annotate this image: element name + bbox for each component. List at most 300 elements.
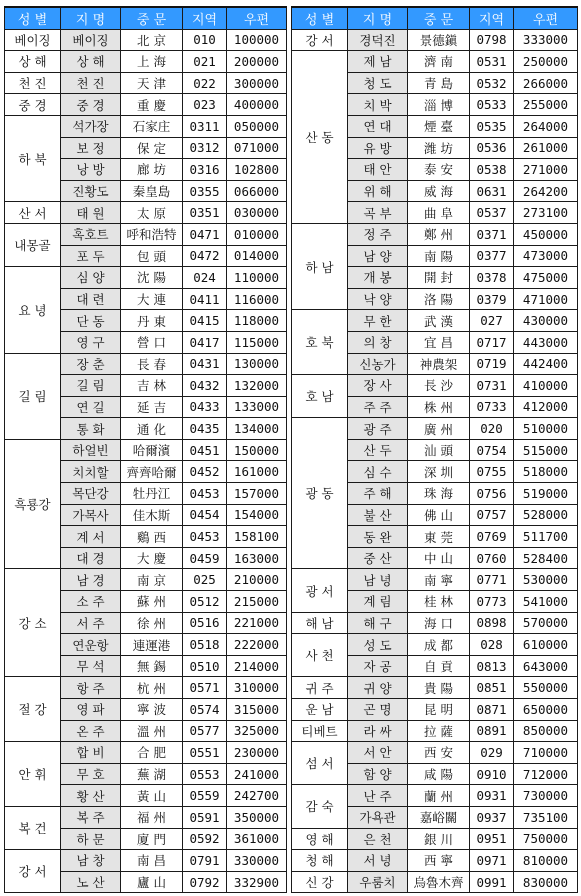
postal-code-cell: 132000	[227, 375, 287, 397]
table-row	[292, 699, 578, 721]
area-code-cell: 0971	[470, 850, 514, 872]
area-code-cell: 0754	[470, 439, 514, 461]
area-code-cell: 0553	[183, 763, 227, 785]
chinese-name-cell: 株 州	[408, 396, 470, 418]
area-code-cell: 0851	[470, 677, 514, 699]
postal-code-cell: 850000	[514, 720, 578, 742]
chinese-name-cell: 咸 陽	[408, 763, 470, 785]
chinese-name-cell: 鄭 州	[408, 223, 470, 245]
postal-code-cell: 157000	[227, 483, 287, 505]
chinese-name-cell: 長 春	[121, 353, 183, 375]
table-row	[292, 29, 578, 51]
postal-code-cell: 250000	[514, 51, 578, 73]
postal-code-cell: 071000	[227, 137, 287, 159]
postal-code-cell: 255000	[514, 94, 578, 116]
area-code-cell: 0451	[183, 439, 227, 461]
place-name-cell: 온 주	[61, 720, 121, 742]
postal-code-cell: 430000	[514, 310, 578, 332]
postal-code-cell: 570000	[514, 612, 578, 634]
place-name-cell: 복 주	[61, 806, 121, 828]
place-name-cell: 신농가	[348, 353, 408, 375]
chinese-name-cell: 武 漢	[408, 310, 470, 332]
place-name-cell: 계 서	[61, 526, 121, 548]
place-name-cell: 가목사	[61, 504, 121, 526]
area-code-cell: 022	[183, 72, 227, 94]
table-row	[5, 439, 287, 461]
table-row	[5, 72, 287, 94]
postal-code-cell: 134000	[227, 418, 287, 440]
place-name-cell: 정 주	[348, 223, 408, 245]
area-code-cell: 021	[183, 51, 227, 73]
area-code-cell: 0471	[183, 223, 227, 245]
chinese-name-cell: 通 化	[121, 418, 183, 440]
place-name-cell: 하 문	[61, 828, 121, 850]
table-row	[292, 742, 578, 764]
province-cell: 청 해	[292, 850, 348, 872]
postal-code-cell: 735100	[514, 806, 578, 828]
chinese-name-cell: 中 山	[408, 547, 470, 569]
header-area-code: 지역	[183, 7, 227, 29]
chinese-name-cell: 牡丹江	[121, 483, 183, 505]
province-cell: 강 서	[292, 29, 348, 51]
chinese-name-cell: 無 錫	[121, 655, 183, 677]
area-code-cell: 0415	[183, 310, 227, 332]
place-name-cell: 청 도	[348, 72, 408, 94]
area-code-cell: 0459	[183, 547, 227, 569]
place-name-cell: 남 양	[348, 245, 408, 267]
area-code-cell: 0453	[183, 483, 227, 505]
postal-code-cell: 115000	[227, 331, 287, 353]
postal-code-cell: 100000	[227, 29, 287, 51]
table-row	[292, 612, 578, 634]
province-cell: 상 해	[5, 51, 61, 73]
table-row	[5, 29, 287, 51]
area-code-cell: 0951	[470, 828, 514, 850]
province-cell: 내몽골	[5, 223, 61, 266]
postal-code-cell: 712000	[514, 763, 578, 785]
table-row	[292, 569, 578, 591]
postal-code-cell: 221000	[227, 612, 287, 634]
place-name-cell: 광 주	[348, 418, 408, 440]
province-cell: 베이징	[5, 29, 61, 51]
province-cell: 사 천	[292, 634, 348, 677]
table-row	[5, 223, 287, 245]
place-name-cell: 진황도	[61, 180, 121, 202]
chinese-name-cell: 煙 臺	[408, 115, 470, 137]
chinese-name-cell: 自 貢	[408, 655, 470, 677]
place-name-cell: 성 도	[348, 634, 408, 656]
table-row	[5, 806, 287, 828]
place-name-cell: 치치할	[61, 461, 121, 483]
chinese-name-cell: 黃 山	[121, 785, 183, 807]
postal-code-cell: 643000	[514, 655, 578, 677]
postal-code-cell: 102800	[227, 159, 287, 181]
place-name-cell: 연 대	[348, 115, 408, 137]
postal-code-cell: 266000	[514, 72, 578, 94]
table-row	[5, 677, 287, 699]
place-name-cell: 연운항	[61, 634, 121, 656]
postal-code-cell: 215000	[227, 591, 287, 613]
place-name-cell: 경덕진	[348, 29, 408, 51]
province-cell: 산 서	[5, 202, 61, 224]
postal-code-cell: 315000	[227, 699, 287, 721]
postal-code-cell: 163000	[227, 547, 287, 569]
place-name-cell: 산 두	[348, 439, 408, 461]
place-name-cell: 자 공	[348, 655, 408, 677]
chinese-name-cell: 景德鎭	[408, 29, 470, 51]
area-code-cell: 0371	[470, 223, 514, 245]
province-cell: 절 강	[5, 677, 61, 742]
chinese-name-cell: 貴 陽	[408, 677, 470, 699]
table-row	[292, 375, 578, 397]
chinese-name-cell: 拉 薩	[408, 720, 470, 742]
table-row	[5, 742, 287, 764]
place-name-cell: 함 양	[348, 763, 408, 785]
table-row	[5, 267, 287, 289]
chinese-name-cell: 連運港	[121, 634, 183, 656]
area-code-cell: 028	[470, 634, 514, 656]
area-code-cell: 0631	[470, 180, 514, 202]
place-name-cell: 베이징	[61, 29, 121, 51]
table-body-left	[5, 29, 287, 893]
area-code-cell: 0351	[183, 202, 227, 224]
place-name-cell: 영 구	[61, 331, 121, 353]
postal-code-cell: 210000	[227, 569, 287, 591]
chinese-name-cell: 開 封	[408, 267, 470, 289]
header-area-code: 지역	[470, 7, 514, 29]
area-code-cell: 0433	[183, 396, 227, 418]
area-code-cell: 0551	[183, 742, 227, 764]
area-code-cell: 0757	[470, 504, 514, 526]
province-cell: 영 해	[292, 828, 348, 850]
header-chinese: 중 문	[121, 7, 183, 29]
place-name-cell: 곡 부	[348, 202, 408, 224]
table-row	[292, 871, 578, 893]
place-name-cell: 불 산	[348, 504, 408, 526]
chinese-name-cell: 沈 陽	[121, 267, 183, 289]
area-code-cell: 0792	[183, 871, 227, 893]
area-code-cell: 0769	[470, 526, 514, 548]
chinese-name-cell: 長 沙	[408, 375, 470, 397]
area-code-cell: 0577	[183, 720, 227, 742]
chinese-name-cell: 石家庄	[121, 115, 183, 137]
postal-code-cell: 242700	[227, 785, 287, 807]
table-row	[292, 850, 578, 872]
province-cell: 천 진	[5, 72, 61, 94]
chinese-name-cell: 北 京	[121, 29, 183, 51]
table-row	[292, 310, 578, 332]
area-code-cell: 0731	[470, 375, 514, 397]
postal-code-cell: 519000	[514, 483, 578, 505]
province-cell: 운 남	[292, 699, 348, 721]
header-chinese: 중 문	[408, 7, 470, 29]
area-code-cell: 0771	[470, 569, 514, 591]
postal-code-cell: 361000	[227, 828, 287, 850]
chinese-name-cell: 大 慶	[121, 547, 183, 569]
postal-code-cell: 710000	[514, 742, 578, 764]
area-code-cell: 0791	[183, 850, 227, 872]
province-cell: 섬 서	[292, 742, 348, 785]
table-row	[5, 51, 287, 73]
postal-code-cell: 161000	[227, 461, 287, 483]
province-cell: 광 동	[292, 418, 348, 569]
chinese-name-cell: 海 口	[408, 612, 470, 634]
area-code-cell: 0435	[183, 418, 227, 440]
postal-code-cell: 473000	[514, 245, 578, 267]
area-code-cell: 025	[183, 569, 227, 591]
area-code-cell: 0756	[470, 483, 514, 505]
place-name-cell: 길 림	[61, 375, 121, 397]
province-cell: 호 남	[292, 375, 348, 418]
chinese-name-cell: 淄 博	[408, 94, 470, 116]
postal-code-cell: 271000	[514, 159, 578, 181]
province-cell: 신 강	[292, 871, 348, 893]
province-cell: 산 동	[292, 51, 348, 224]
area-code-cell: 0432	[183, 375, 227, 397]
chinese-name-cell: 大 連	[121, 288, 183, 310]
postal-code-cell: 230000	[227, 742, 287, 764]
chinese-name-cell: 天 津	[121, 72, 183, 94]
table-row	[292, 720, 578, 742]
postal-code-cell: 264000	[514, 115, 578, 137]
place-name-cell: 주 해	[348, 483, 408, 505]
place-name-cell: 목단강	[61, 483, 121, 505]
province-cell: 하 북	[5, 115, 61, 201]
postal-code-cell: 300000	[227, 72, 287, 94]
place-name-cell: 서 주	[61, 612, 121, 634]
postal-code-cell: 518000	[514, 461, 578, 483]
chinese-name-cell: 珠 海	[408, 483, 470, 505]
place-name-cell: 의 창	[348, 331, 408, 353]
area-code-cell: 0312	[183, 137, 227, 159]
chinese-name-cell: 徐 州	[121, 612, 183, 634]
place-name-cell: 단 동	[61, 310, 121, 332]
postal-code-cell: 325000	[227, 720, 287, 742]
postal-code-cell: 443000	[514, 331, 578, 353]
chinese-name-cell: 合 肥	[121, 742, 183, 764]
chinese-name-cell: 廈 門	[121, 828, 183, 850]
place-name-cell: 심 양	[61, 267, 121, 289]
place-name-cell: 동 완	[348, 526, 408, 548]
chinese-name-cell: 南 京	[121, 569, 183, 591]
area-code-cell: 0798	[470, 29, 514, 51]
area-code-cell: 0536	[470, 137, 514, 159]
place-name-cell: 남 녕	[348, 569, 408, 591]
table-body-right	[292, 29, 578, 893]
chinese-name-cell: 烏魯木齊	[408, 871, 470, 893]
area-code-cell: 0733	[470, 396, 514, 418]
province-cell: 중 경	[5, 94, 61, 116]
postal-code-cell: 273100	[514, 202, 578, 224]
place-name-cell: 귀 양	[348, 677, 408, 699]
area-code-cell: 0379	[470, 288, 514, 310]
area-code-cell: 0574	[183, 699, 227, 721]
province-cell: 요 녕	[5, 267, 61, 353]
area-code-cell: 0773	[470, 591, 514, 613]
area-code-cell: 0719	[470, 353, 514, 375]
postal-code-cell: 510000	[514, 418, 578, 440]
postal-code-cell: 200000	[227, 51, 287, 73]
postal-code-cell: 133000	[227, 396, 287, 418]
postal-code-cell: 333000	[514, 29, 578, 51]
postal-code-cell: 511700	[514, 526, 578, 548]
place-name-cell: 유 방	[348, 137, 408, 159]
chinese-name-cell: 上 海	[121, 51, 183, 73]
area-code-cell: 0377	[470, 245, 514, 267]
postal-code-cell: 150000	[227, 439, 287, 461]
province-cell: 안 휘	[5, 742, 61, 807]
header-place: 지 명	[348, 7, 408, 29]
place-name-cell: 장 사	[348, 375, 408, 397]
postal-code-cell: 610000	[514, 634, 578, 656]
place-name-cell: 중 산	[348, 547, 408, 569]
province-cell: 귀 주	[292, 677, 348, 699]
place-name-cell: 항 주	[61, 677, 121, 699]
postal-code-cell: 528000	[514, 504, 578, 526]
chinese-name-cell: 南 昌	[121, 850, 183, 872]
chinese-name-cell: 潍 坊	[408, 137, 470, 159]
postal-code-cell: 222000	[227, 634, 287, 656]
chinese-name-cell: 秦皇島	[121, 180, 183, 202]
place-name-cell: 포 두	[61, 245, 121, 267]
postal-code-cell: 515000	[514, 439, 578, 461]
province-cell: 호 북	[292, 310, 348, 375]
place-name-cell: 난 주	[348, 785, 408, 807]
area-code-cell: 0518	[183, 634, 227, 656]
place-name-cell: 무 한	[348, 310, 408, 332]
place-name-cell: 대 련	[61, 288, 121, 310]
header-place: 지 명	[61, 7, 121, 29]
postal-code-cell: 550000	[514, 677, 578, 699]
postal-code-cell: 650000	[514, 699, 578, 721]
header-row	[5, 7, 287, 29]
place-name-cell: 하얼빈	[61, 439, 121, 461]
header-postal-code: 우편	[227, 7, 287, 29]
area-code-cell: 0510	[183, 655, 227, 677]
chinese-name-cell: 福 州	[121, 806, 183, 828]
chinese-name-cell: 延 吉	[121, 396, 183, 418]
postal-code-cell: 214000	[227, 655, 287, 677]
chinese-name-cell: 寧 波	[121, 699, 183, 721]
postal-code-cell: 412000	[514, 396, 578, 418]
chinese-name-cell: 昆 明	[408, 699, 470, 721]
postal-code-cell: 010000	[227, 223, 287, 245]
area-code-cell: 024	[183, 267, 227, 289]
area-code-cell: 0910	[470, 763, 514, 785]
place-name-cell: 통 화	[61, 418, 121, 440]
chinese-name-cell: 佛 山	[408, 504, 470, 526]
area-code-cell: 0717	[470, 331, 514, 353]
area-code-cell: 0454	[183, 504, 227, 526]
chinese-name-cell: 鷄 西	[121, 526, 183, 548]
postal-code-cell: 014000	[227, 245, 287, 267]
place-name-cell: 가욕관	[348, 806, 408, 828]
place-name-cell: 합 비	[61, 742, 121, 764]
area-code-cell: 0512	[183, 591, 227, 613]
postal-code-cell: 310000	[227, 677, 287, 699]
chinese-name-cell: 蕪 湖	[121, 763, 183, 785]
postal-code-cell: 110000	[227, 267, 287, 289]
area-code-cell: 0516	[183, 612, 227, 634]
place-name-cell: 해 구	[348, 612, 408, 634]
chinese-name-cell: 蘭 州	[408, 785, 470, 807]
postal-code-cell: 475000	[514, 267, 578, 289]
postal-code-cell: 116000	[227, 288, 287, 310]
postal-code-cell: 332900	[227, 871, 287, 893]
place-name-cell: 연 길	[61, 396, 121, 418]
place-name-cell: 태 안	[348, 159, 408, 181]
place-name-cell: 개 봉	[348, 267, 408, 289]
place-name-cell: 혹호트	[61, 223, 121, 245]
province-cell: 복 건	[5, 806, 61, 849]
chinese-name-cell: 齊齊哈爾	[121, 461, 183, 483]
postal-code-cell: 350000	[227, 806, 287, 828]
postal-code-cell: 066000	[227, 180, 287, 202]
postal-code-cell: 050000	[227, 115, 287, 137]
area-code-cell: 0591	[183, 806, 227, 828]
table-row	[5, 850, 287, 872]
chinese-name-cell: 深 圳	[408, 461, 470, 483]
place-name-cell: 황 산	[61, 785, 121, 807]
chinese-name-cell: 南 陽	[408, 245, 470, 267]
place-name-cell: 무 석	[61, 655, 121, 677]
postal-code-cell: 528400	[514, 547, 578, 569]
postal-code-cell: 158100	[227, 526, 287, 548]
postal-code-cell: 154000	[227, 504, 287, 526]
chinese-name-cell: 汕 頭	[408, 439, 470, 461]
area-code-cell: 0537	[470, 202, 514, 224]
table-row	[5, 94, 287, 116]
area-code-cell: 0355	[183, 180, 227, 202]
area-code-cell: 0755	[470, 461, 514, 483]
chinese-name-cell: 溫 州	[121, 720, 183, 742]
place-name-cell: 서 안	[348, 742, 408, 764]
chinese-name-cell: 營 口	[121, 331, 183, 353]
province-cell: 하 남	[292, 223, 348, 309]
area-code-cell: 0316	[183, 159, 227, 181]
place-name-cell: 곤 명	[348, 699, 408, 721]
place-name-cell: 낭 방	[61, 159, 121, 181]
chinese-name-cell: 曲 阜	[408, 202, 470, 224]
area-code-cell: 0991	[470, 871, 514, 893]
place-name-cell: 치 박	[348, 94, 408, 116]
place-name-cell: 우룸치	[348, 871, 408, 893]
table-row	[292, 418, 578, 440]
area-code-cell: 010	[183, 29, 227, 51]
area-code-cell: 0871	[470, 699, 514, 721]
chinese-name-cell: 西 寧	[408, 850, 470, 872]
province-cell: 해 남	[292, 612, 348, 634]
chinese-name-cell: 呼和浩特	[121, 223, 183, 245]
place-name-cell: 주 주	[348, 396, 408, 418]
postal-code-cell: 530000	[514, 569, 578, 591]
area-code-cell: 0311	[183, 115, 227, 137]
place-name-cell: 보 정	[61, 137, 121, 159]
postal-code-cell: 730000	[514, 785, 578, 807]
table-row	[292, 634, 578, 656]
postal-code-cell: 471000	[514, 288, 578, 310]
area-code-cell: 0472	[183, 245, 227, 267]
postal-code-cell: 410000	[514, 375, 578, 397]
chinese-name-cell: 佳木斯	[121, 504, 183, 526]
place-name-cell: 대 경	[61, 547, 121, 569]
place-name-cell: 소 주	[61, 591, 121, 613]
table-row	[5, 202, 287, 224]
area-code-cell: 0891	[470, 720, 514, 742]
postal-code-cell: 330000	[227, 850, 287, 872]
chinese-name-cell: 太 原	[121, 202, 183, 224]
postal-code-cell: 400000	[227, 94, 287, 116]
